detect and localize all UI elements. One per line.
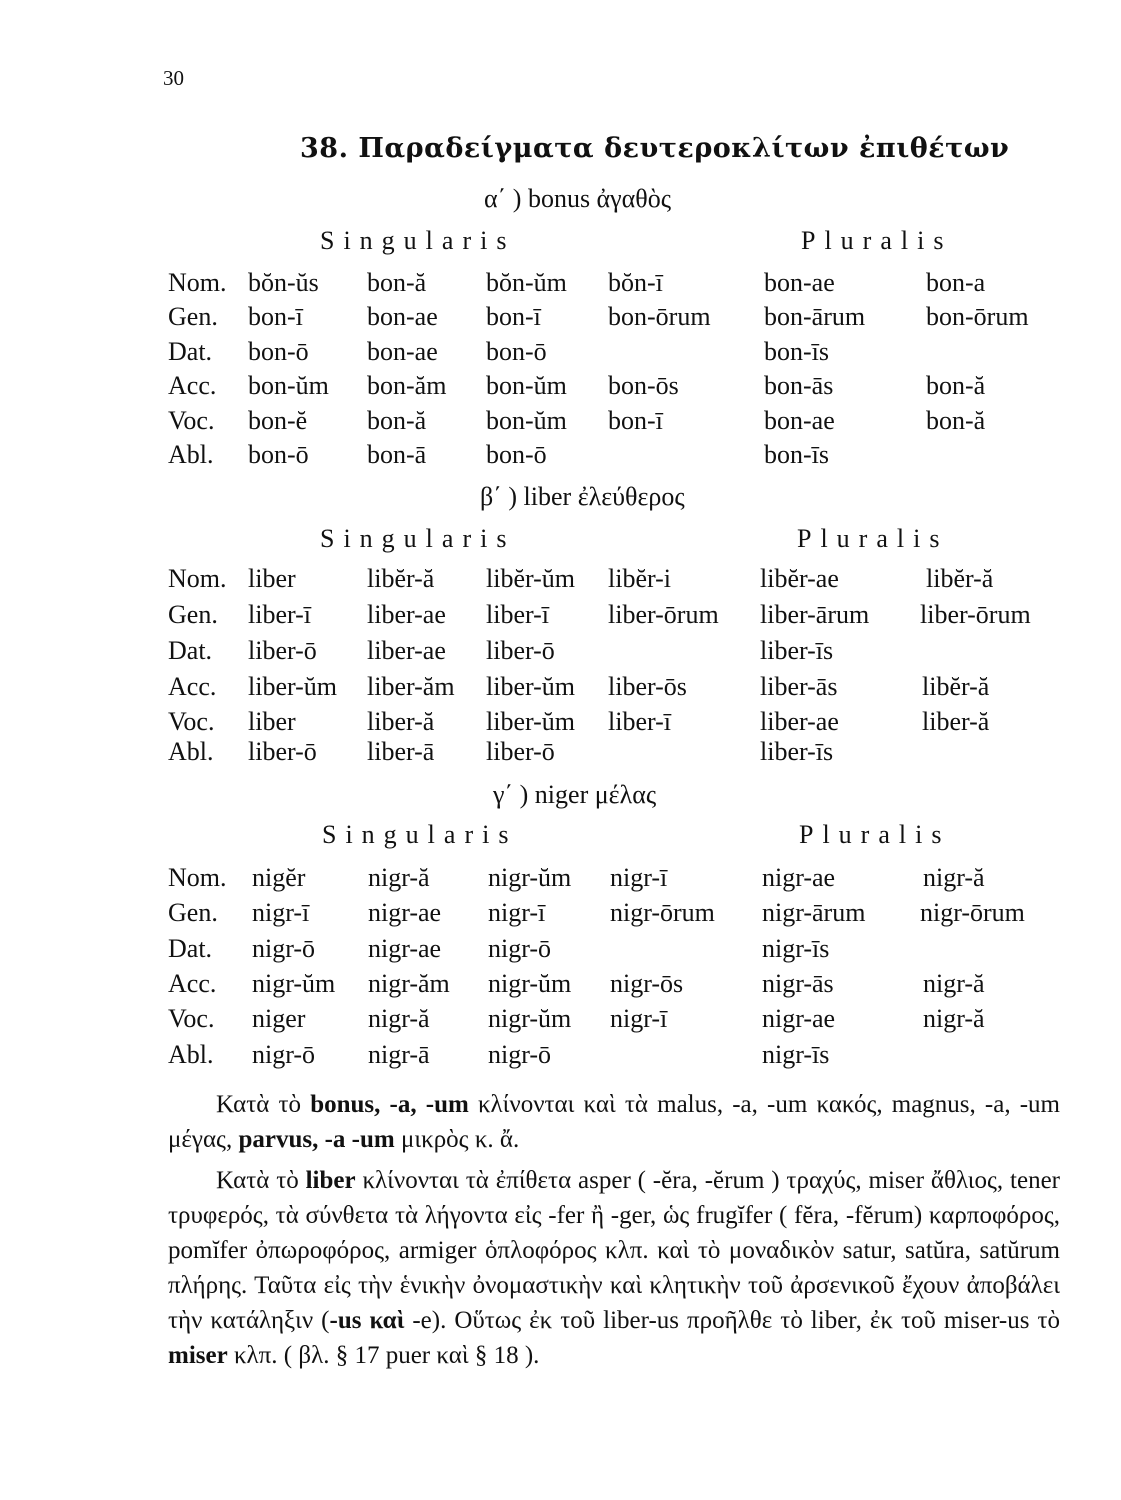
form-cell: bon-a [926,268,986,297]
form-cell: nigr-ă [923,863,985,892]
form-cell: libĕr-ae [760,564,839,593]
form-cell: bon-ō [248,337,309,366]
case-label: Voc. [168,707,215,736]
case-label: Gen. [168,600,218,629]
form-cell: bon-ōrum [608,302,711,331]
form-cell: liber-ă [367,707,435,736]
form-cell: liber-ae [367,636,446,665]
form-cell: nigr-ī [488,898,546,927]
case-row [0,969,1121,1003]
explanation-text [168,1087,1060,1373]
case-row [0,600,1121,634]
case-row [0,672,1121,706]
form-cell: bon-ĕ [248,406,308,435]
paradigm-header-niger: γ΄ ) niger μέλας [493,780,657,809]
case-label: Gen. [168,302,218,331]
form-cell: liber-ās [760,672,838,701]
case-row [0,1004,1121,1038]
form-cell: bon-ŭm [486,406,567,435]
case-label: Nom. [168,564,227,593]
form-cell: nigĕr [252,863,306,892]
form-cell: bon-ī [248,302,303,331]
case-row [0,636,1121,670]
form-cell: nigr-ă [923,969,985,998]
case-row [0,564,1121,598]
form-cell: nigr-ō [252,1040,316,1069]
form-cell: nigr-ās [762,969,834,998]
case-row [0,863,1121,897]
case-label: Abl. [168,737,214,766]
form-cell: nigr-ōrum [920,898,1025,927]
case-label: Nom. [168,863,227,892]
form-cell: bon-ă [926,406,986,435]
form-cell: libĕr-ă [367,564,435,593]
form-cell: liber-ō [248,737,317,766]
case-label: Voc. [168,1004,215,1033]
form-cell: nigr-ō [488,1040,552,1069]
form-cell: liber-īs [760,737,834,766]
form-cell: liber-ārum [760,600,870,629]
case-label: Dat. [168,636,213,665]
form-cell: bon-ō [486,440,547,469]
case-label: Abl. [168,440,214,469]
singularis-label: Singularis [320,524,516,553]
form-cell: libĕr-ă [926,564,994,593]
form-cell: bon-īs [764,440,829,469]
form-cell: bon-ae [367,302,438,331]
form-cell: liber-ī [608,707,672,736]
form-cell: liber-ā [367,737,435,766]
form-cell: liber-ō [486,737,555,766]
form-cell: bon-ăm [367,371,447,400]
form-cell: bon-ae [764,268,835,297]
section-title: 38. Παραδείγματα δευτεροκλίτων ἐπιθέτων [300,133,1010,164]
form-cell: liber-īs [760,636,834,665]
form-cell: bon-ās [764,371,834,400]
form-cell: nigr-ŭm [488,969,572,998]
form-cell: bon-īs [764,337,829,366]
form-cell: liber-ī [248,600,312,629]
form-cell: liber [248,564,296,593]
form-cell: bon-ī [486,302,541,331]
case-label: Abl. [168,1040,214,1069]
form-cell: nigr-ī [610,1004,668,1033]
form-cell: nigr-ō [488,934,552,963]
form-cell: bon-ae [367,337,438,366]
case-label: Voc. [168,406,215,435]
form-cell: liber-ō [486,636,555,665]
form-cell: nigr-ae [762,863,836,892]
form-cell: liber-ae [367,600,446,629]
form-cell: nigr-ī [610,863,668,892]
form-cell: liber-ă [922,707,990,736]
form-cell: liber-ŭm [248,672,338,701]
singularis-label: Singularis [320,226,516,255]
form-cell: nigr-ă [368,1004,430,1033]
case-label: Acc. [168,672,217,701]
form-cell: nigr-ōs [610,969,684,998]
form-cell: bŏn-ī [608,268,663,297]
form-cell: liber-ī [486,600,550,629]
form-cell: nigr-ī [252,898,310,927]
form-cell: liber [248,707,296,736]
form-cell: bon-ae [764,406,835,435]
form-cell: bon-ōrum [926,302,1029,331]
case-row [0,1040,1121,1074]
case-row [0,737,1121,771]
case-label: Acc. [168,969,217,998]
singularis-label: Singularis [322,820,518,849]
form-cell: bŏn-ŭm [486,268,567,297]
form-cell: bon-ārum [764,302,866,331]
form-cell: nigr-ārum [762,898,866,927]
case-label: Acc. [168,371,217,400]
form-cell: liber-ŭm [486,672,576,701]
form-cell: bon-ŭm [486,371,567,400]
form-cell: nigr-ōrum [610,898,715,927]
case-row [0,337,1121,371]
form-cell: liber-ōrum [920,600,1031,629]
case-row [0,934,1121,968]
form-cell: nigr-ŭm [488,863,572,892]
form-cell: niger [252,1004,306,1033]
paragraph-liber: Κατὰ τὸ liber κλίνονται τὰ ἐπίθετα asper ( -ĕra, -ĕrum ) τραχύς, miser ἄθλιος, tener τρυφερός, τὰ σύνθετα τὰ λήγοντα εἰς -fer ἢ -ger, ὡς frugĭfer ( fĕra, -fĕrum) καρποφόρος, pomĭfer ὀπωροφόρος, armiger ὁπλοφόρος κλπ. καὶ τὸ μοναδικὸν satur, satŭra, satŭrum πλήρης. Ταῦτα εἰς τὴν ἑνικὴν ὀνομαστικὴν καὶ κλητικὴν τοῦ ἀρσενικοῦ ἔχουν ἀποβάλει τὴν κατάληξιν (-us καὶ -e). Οὕτως ἐκ τοῦ liber-us προῆλθε τὸ liber, ἐκ τοῦ miser-us τὸ miser κλπ. ( βλ. § 17 puer καὶ § 18 ). [168,1167,1060,1369]
form-cell: bon-ōs [608,371,679,400]
pluralis-label: Pluralis [799,820,951,849]
form-cell: bŏn-ŭs [248,268,319,297]
form-cell: bon-ă [367,406,427,435]
form-cell: bon-ŭm [248,371,329,400]
case-label: Gen. [168,898,218,927]
form-cell: nigr-īs [762,934,830,963]
case-row [0,707,1121,741]
form-cell: bon-ī [608,406,663,435]
form-cell: bon-ā [367,440,427,469]
form-cell: nigr-ăm [368,969,450,998]
form-cell: nigr-ā [368,1040,430,1069]
case-row [0,268,1121,302]
case-label: Nom. [168,268,227,297]
form-cell: libĕr-ă [922,672,990,701]
form-cell: nigr-ă [368,863,430,892]
form-cell: liber-ōrum [608,600,719,629]
form-cell: nigr-ŭm [252,969,336,998]
form-cell: nigr-ă [923,1004,985,1033]
case-row [0,371,1121,405]
form-cell: liber-ăm [367,672,455,701]
form-cell: libĕr-ŭm [486,564,576,593]
form-cell: nigr-ae [762,1004,836,1033]
paradigm-header-liber: β΄ ) liber ἐλεύθερος [480,482,685,511]
form-cell: bon-ō [248,440,309,469]
form-cell: liber-ōs [608,672,687,701]
form-cell: nigr-ō [252,934,316,963]
page-number: 30 [163,66,184,90]
form-cell: liber-ŭm [486,707,576,736]
case-label: Dat. [168,337,213,366]
case-row [0,406,1121,440]
form-cell: nigr-ae [368,898,442,927]
form-cell: bon-ă [367,268,427,297]
form-cell: liber-ō [248,636,317,665]
case-label: Dat. [168,934,213,963]
form-cell: nigr-īs [762,1040,830,1069]
form-cell: liber-ae [760,707,839,736]
case-row [0,898,1121,932]
pluralis-label: Pluralis [801,226,953,255]
paragraph-bonus: Κατὰ τὸ bonus, -a, -um κλίνονται καὶ τὰ malus, -a, -um κακός, magnus, -a, -um μέγας, parvus, -a -um μικρὸς κ. ἄ. [168,1091,1061,1153]
case-row [0,440,1121,474]
pluralis-label: Pluralis [797,524,949,553]
form-cell: bon-ă [926,371,986,400]
form-cell: libĕr-i [608,564,672,593]
form-cell: nigr-ae [368,934,442,963]
paradigm-header-bonus: α΄ ) bonus ἀγαθὸς [484,184,672,213]
form-cell: bon-ō [486,337,547,366]
form-cell: nigr-ŭm [488,1004,572,1033]
case-row [0,302,1121,336]
